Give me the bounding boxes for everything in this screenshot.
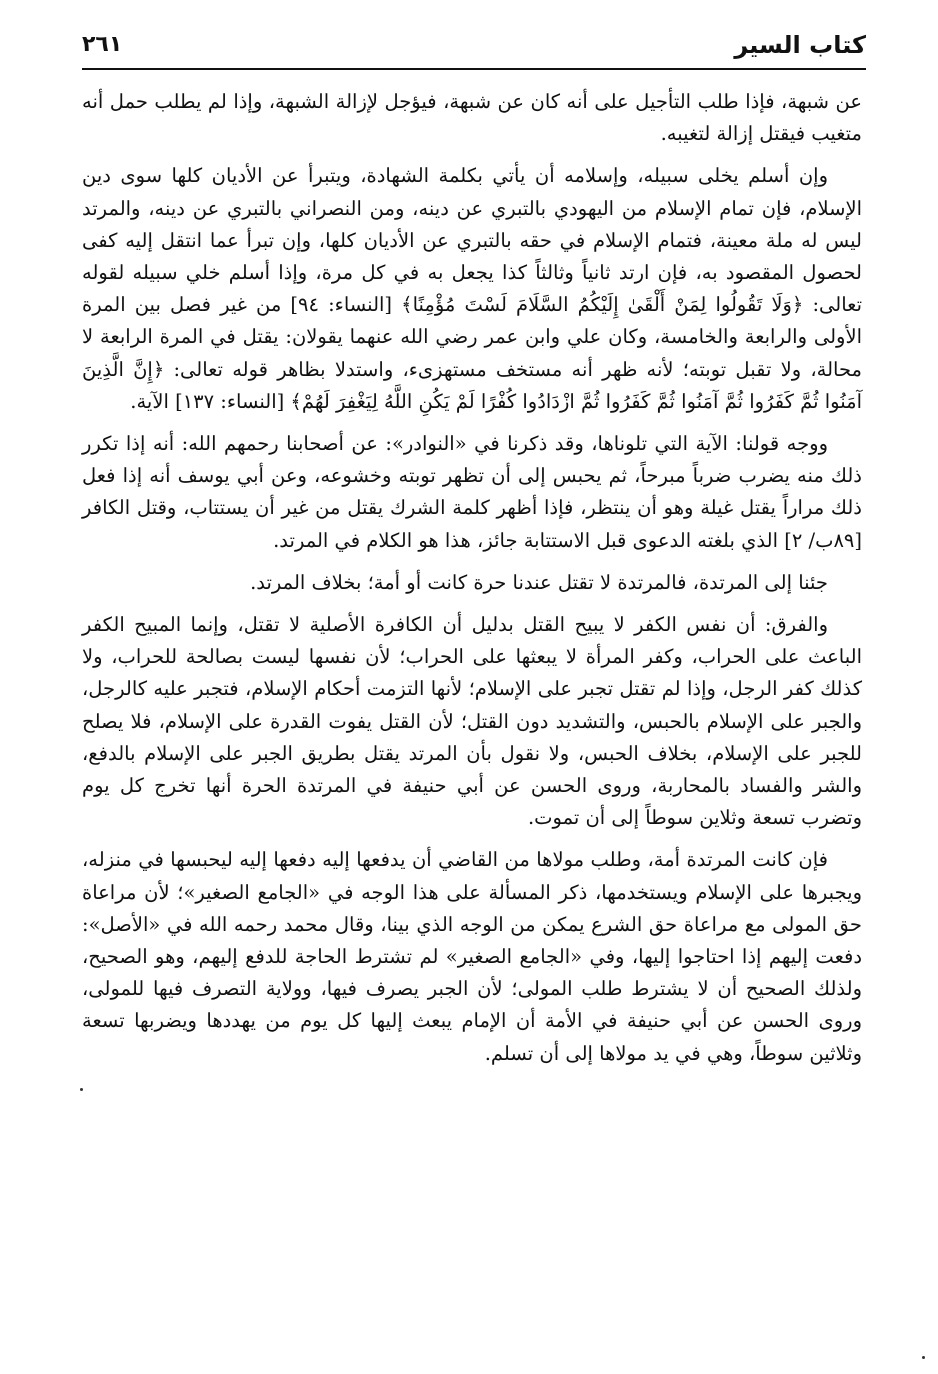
scan-speck (922, 1356, 925, 1359)
body-text (82, 86, 862, 1080)
running-header (82, 30, 866, 64)
paragraph: فإن كانت المرتدة أمة، وطلب مولاها من القاضي أن يدفعها إليه دفعها إليه ليحبسها في منزله، ويجبرها على الإسلام ويستخدمها، ذكر المسألة على هذا الوجه في «الجامع الصغير»؛ لأن مراعاة حق المولى مع مراعاة حق الشرع يمكن من الوجه الذي بينا، وقال محمد رحمه الله في «الأصل»: دفعت إليهم إذا احتاجوا إليها، وفي «الجامع الصغير» لم تشترط الحاجة للدفع إليهم، وهو الصحيح، ولذلك الصحيح أن لا يشترط طلب المولى؛ لأن الجبر يصرف فيها، وولاية التصرف فيها للمولى، وروى الحسن عن أبي حنيفة في الأمة أن الإمام يبعث إليها كل يوم من يهددها ويضربها تسعة وثلاثين سوطاً، وهي في يد مولاها إلى أن تسلم. (82, 848, 862, 1065)
page-number: ٢٦١ (82, 32, 123, 57)
paragraph: والفرق: أن نفس الكفر لا يبيح القتل بدليل أن الكافرة الأصلية لا تقتل، وإنما المبيح الكفر الباعث على الحراب، وكفر المرأة لا يبعثها على الحراب؛ لأن نفسها ليست بصالحة للحراب، ولا كذلك كفر الرجل، وإذا لم تقتل تجبر على الإسلام؛ لأنها التزمت أحكام الإسلام، فتجبر عليه كالرجل، والجبر على الإسلام بالحبس، والتشديد دون القتل؛ لأن القتل يفوت القدرة على الإسلام، فلا يصلح للجبر على الإسلام، بخلاف الحبس، ولا نقول بأن المرتد يقتل بطريق الجبر على الإسلام بالدفع، والشر والفساد بالمحاربة، وروى الحسن عن أبي حنيفة في المرتدة الحرة أنها تخرج كل يوم وتضرب تسعة وثلاين سوطاً إلى أن تموت. (82, 613, 862, 830)
paragraph: عن شبهة، فإذا طلب التأجيل على أنه كان عن شبهة، فيؤجل لإزالة الشبهة، وإذا لم يطلب حمل أنه متغيب فيقتل إزالة لتغيبه. (82, 90, 862, 146)
paragraph: وإن أسلم يخلى سبيله، وإسلامه أن يأتي بكلمة الشهادة، ويتبرأ عن الأديان كلها سوى دين الإسلام، فإن تمام الإسلام من اليهودي بالتبري عن دينه، ومن النصراني بالتبري عن دينه، والمرتد ليس له ملة معينة، فتمام الإسلام في حقه بالتبري عن الأديان كلها، وإن تبرأ عما انتقل إليه كفى لحصول المقصود به، فإن ارتد ثانياً وثالثاً كذا يجعل به في كل مرة، وإذا أسلم خلي سبيله لقوله تعالى: ﴿وَلَا تَقُولُوا لِمَنْ أَلْقَىٰ إِلَيْكُمُ السَّلَامَ لَسْتَ مُؤْمِنًا﴾ [النساء: ٩٤] من غير فصل بين المرة الأولى والرابعة والخامسة، وكان علي وابن عمر رضي الله عنهما يقولان: يقتل في المرة الرابعة لا محالة، ولا تقبل توبته؛ لأنه ظهر أنه مستخف مستهزىء، واستدلا بظاهر قوله تعالى: ﴿إِنَّ الَّذِينَ آمَنُوا ثُمَّ كَفَرُوا ثُمَّ آمَنُوا ثُمَّ كَفَرُوا ثُمَّ ازْدَادُوا كُفْرًا لَمْ يَكُنِ اللَّهُ لِيَغْفِرَ لَهُمْ﴾ [النساء: ١٣٧] الآية. (82, 164, 862, 413)
header-rule (82, 68, 866, 70)
scan-speck (80, 1088, 83, 1091)
book-title: كتاب السير (734, 31, 866, 59)
paragraph: جئنا إلى المرتدة، فالمرتدة لا تقتل عندنا حرة كانت أو أمة؛ بخلاف المرتد. (250, 570, 828, 594)
paragraph: ووجه قولنا: الآية التي تلوناها، وقد ذكرنا في «النوادر»: عن أصحابنا رحمهم الله: أنه إذا تكرر ذلك منه يضرب ضرباً مبرحاً، ثم يحبس إلى أن تظهر توبته وخشوعه، وعن أبي يوسف أنه إذا فعل ذلك مراراً يقتل غيلة وهو أن ينتظر، فإذا أظهر كلمة الشرك يقتل من غير أن يستتاب، وقتل الكافر [٨٩ب/ ٢] الذي بلغته الدعوى قبل الاستتابة جائز، هذا هو الكلام في المرتد. (82, 432, 862, 552)
